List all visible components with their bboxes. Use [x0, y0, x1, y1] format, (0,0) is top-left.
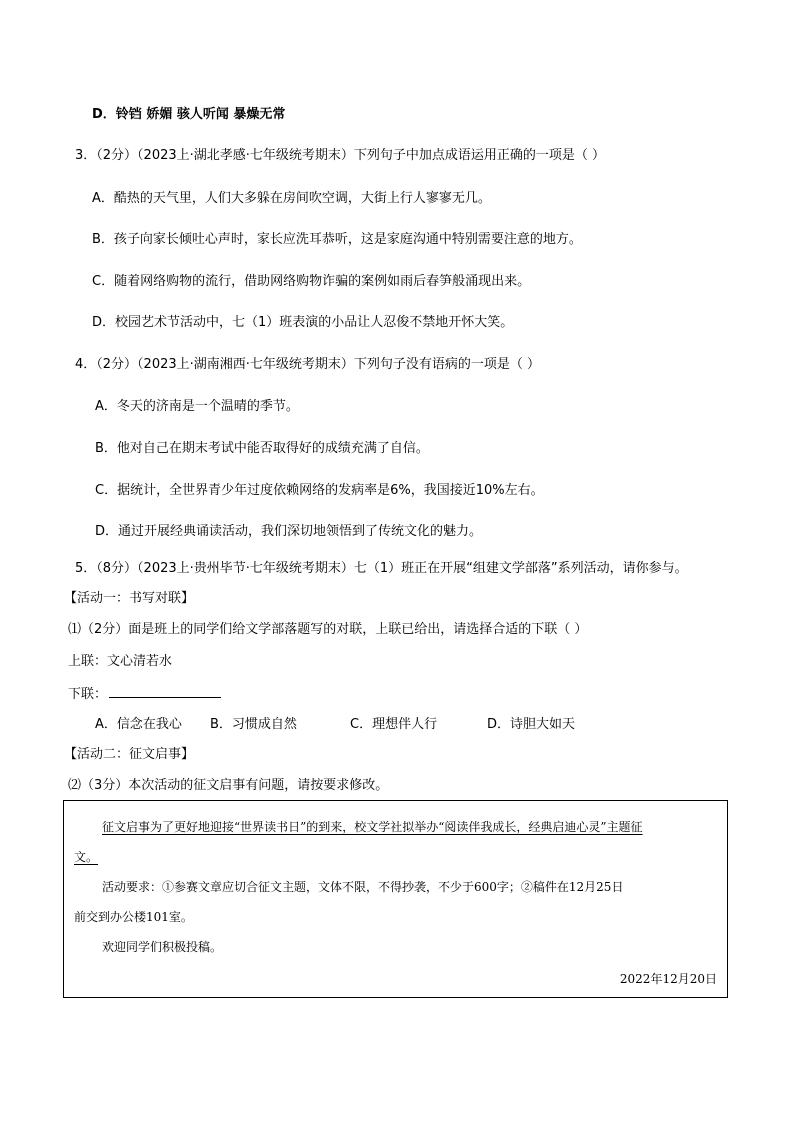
notice-line-1: 征文启事为了更好地迎接“世界读书日”的到来，校文学社拟举办“阅读伴我成长，经典启迪心灵”主题征 — [102, 820, 643, 834]
q5-choice-a: A．信念在我心 — [95, 717, 182, 732]
q5-stem: 5．（8分）（2023上·贵州毕节·七年级统考期末）七（1）班正在开展“组建文学部落”系列活动，请你参与。 — [75, 561, 688, 576]
q5-lower-couplet — [68, 685, 221, 704]
q5-lower-label: 下联： — [68, 687, 108, 702]
q5-upper-couplet: 上联：文心清若水 — [68, 654, 173, 669]
q4-stem: 4．（2分）（2023上·湖南湘西·七年级统考期末）下列句子没有语病的一项是（ ） — [75, 357, 541, 372]
q5-sub2: ⑵（3分）本次活动的征文启事有问题，请按要求修改。 — [68, 778, 389, 793]
notice-date: 2022年12月20日 — [619, 972, 717, 986]
q5-choice-b: B．习惯成自然 — [210, 717, 297, 732]
q4-option-b: B．他对自己在期末考试中能否取得好的成绩充满了自信。 — [95, 441, 429, 456]
q4-option-a: A．冬天的济南是一个温晴的季节。 — [95, 399, 299, 414]
notice-line-4: 前交到办公楼101室。 — [74, 910, 193, 924]
notice-line-3: 活动要求：①参赛文章应切合征文主题，文体不限，不得抄袭，不少于600字；②稿件在12月25日 — [102, 880, 624, 894]
answer-blank[interactable] — [109, 685, 221, 698]
q4-option-d: D．通过开展经典诵读活动，我们深切地领悟到了传统文化的魅力。 — [95, 524, 483, 539]
q2-option-d: D．铃铛 娇媚 骇人听闻 暴燥无常 — [92, 107, 286, 122]
notice-box — [63, 800, 728, 998]
q5-sub1: ⑴（2分）面是班上的同学们给文学部落题写的对联，上联已给出，请选择合适的下联（ ） — [68, 622, 588, 637]
q4-option-c: C．据统计，全世界青少年过度依赖网络的发病率是6%，我国接近10%左右。 — [95, 483, 544, 498]
q3-option-b: B．孩子向家长倾吐心声时，家长应洗耳恭听，这是家庭沟通中特别需要注意的地方。 — [92, 232, 582, 247]
q5-activity2-heading: 【活动二：征文启事】 — [64, 747, 195, 762]
q5-activity1-heading: 【活动一：书写对联】 — [64, 591, 195, 606]
q5-choice-d: D．诗胆大如天 — [487, 717, 576, 732]
q3-stem: 3．（2分）（2023上·湖北孝感·七年级统考期末）下列句子中加点成语运用正确的一项是（ ） — [75, 148, 606, 163]
notice-line-5: 欢迎同学们积极投稿。 — [102, 940, 223, 954]
q3-option-d: D．校园艺术节活动中，七（1）班表演的小品让人忍俊不禁地开怀大笑。 — [92, 315, 514, 330]
notice-line-2: 文。 — [74, 850, 99, 864]
q3-option-a: A．酷热的天气里，人们大多躲在房间吹空调，大街上行人寥寥无几。 — [92, 191, 491, 206]
q5-choice-c: C．理想伴人行 — [350, 717, 438, 732]
q3-option-c: C．随着网络购物的流行，借助网络购物诈骗的案例如雨后春笋般涌现出来。 — [92, 274, 531, 289]
